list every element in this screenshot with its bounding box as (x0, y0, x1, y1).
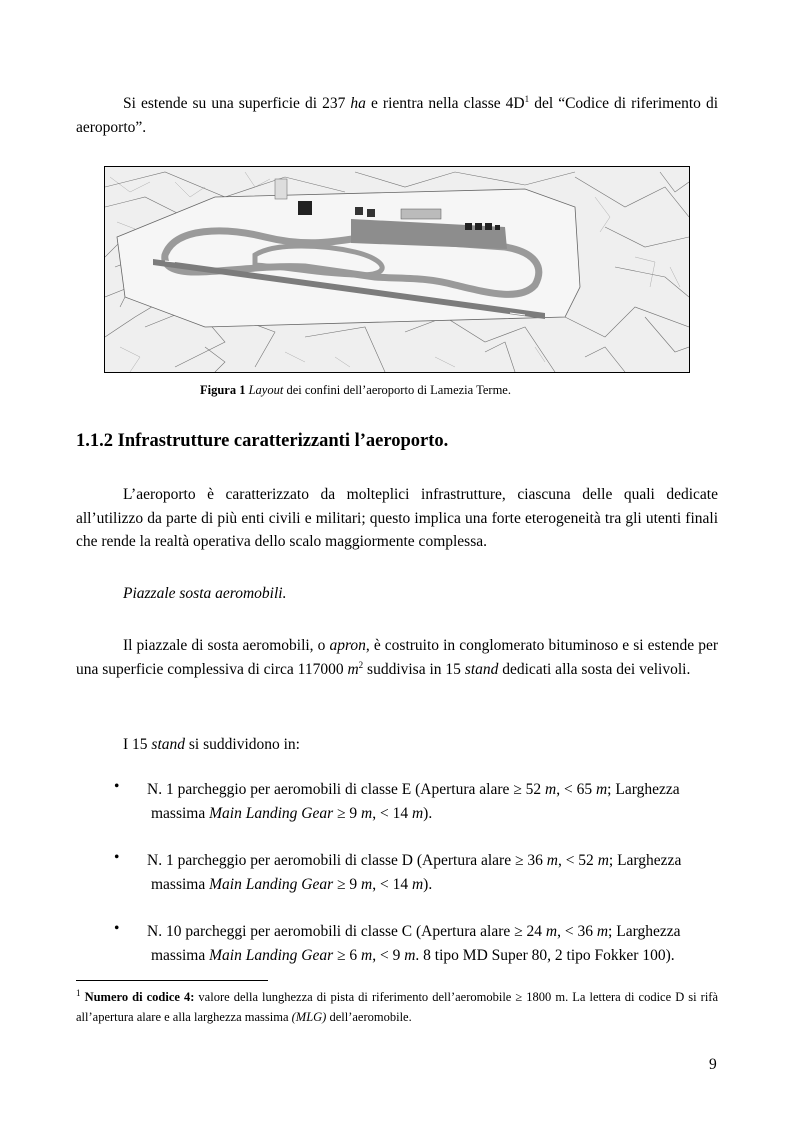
intro-paragraph: Si estende su una superficie di 237 ha e rientra nella classe $4D^1$ del “Codice di riferimento di aeroporto”. (76, 93, 719, 136)
airport-map-drawing (105, 167, 689, 372)
paragraph-stands: I 15 stand si suddividono in: (123, 736, 300, 753)
list-item: N. 1 parcheggio per aeromobili di classe E (Apertura alare ≥ 52 m, < 65 m; Larghezza massima Main Landing Gear ≥ 9 m, < 14 m). (147, 781, 680, 822)
footnote-separator (76, 980, 268, 981)
list-item: N. 1 parcheggio per aeromobili di classe D (Apertura alare ≥ 36 m, < 52 m; Larghezza massima Main Landing Gear ≥ 9 m, < 14 m). (147, 852, 682, 893)
list-item: N. 10 parcheggi per aeromobili di classe C (Apertura alare ≥ 24 m, < 36 m; Larghezza massima Main Landing Gear ≥ 6 m, < 9 m. 8 tipo MD Super 80, 2 tipo Fokker 100). (147, 923, 681, 964)
section-heading: 1.1.2 Infrastrutture caratterizzanti l’aeroporto. (76, 431, 449, 451)
bullet-symbol: • (114, 920, 120, 937)
bullet-symbol: • (114, 778, 120, 795)
footnote: $^1$ Numero di codice 4: valore della lunghezza di pista di riferimento dell’aeromobile ≥ 1800 m. La lettera di codice D si rifà all’apertura alare e alla larghezza massima (MLG) dell’aeromobile. (76, 987, 719, 1024)
figure-caption: Figura 1 Layout dei confini dell’aeroporto di Lamezia Terme. (200, 383, 511, 397)
paragraph-apron: Il piazzale di sosta aeromobili, o apron, è costruito in conglomerato bituminoso e si estende per una superficie complessiva di circa 117000 $m^2$ suddivisa in 15 stand dedicati alla sosta dei velivoli. (76, 637, 718, 678)
page-number: 9 (709, 1056, 717, 1073)
paragraph-infrastructure: L’aeroporto è caratterizzato da molteplici infrastrutture, ciascuna delle quali dedicate all’utilizzo da parte di più enti civili e militari; questo implica una forte eterogeneità tra gli utenti finali che rende la realtà operativa dello scalo maggiormente complessa. (76, 486, 718, 550)
footnote-ref[interactable]: 1 (524, 93, 530, 104)
airport-layout-map (104, 166, 690, 373)
bullet-symbol: • (114, 849, 120, 866)
subheading-apron: Piazzale sosta aeromobili. (123, 585, 287, 602)
